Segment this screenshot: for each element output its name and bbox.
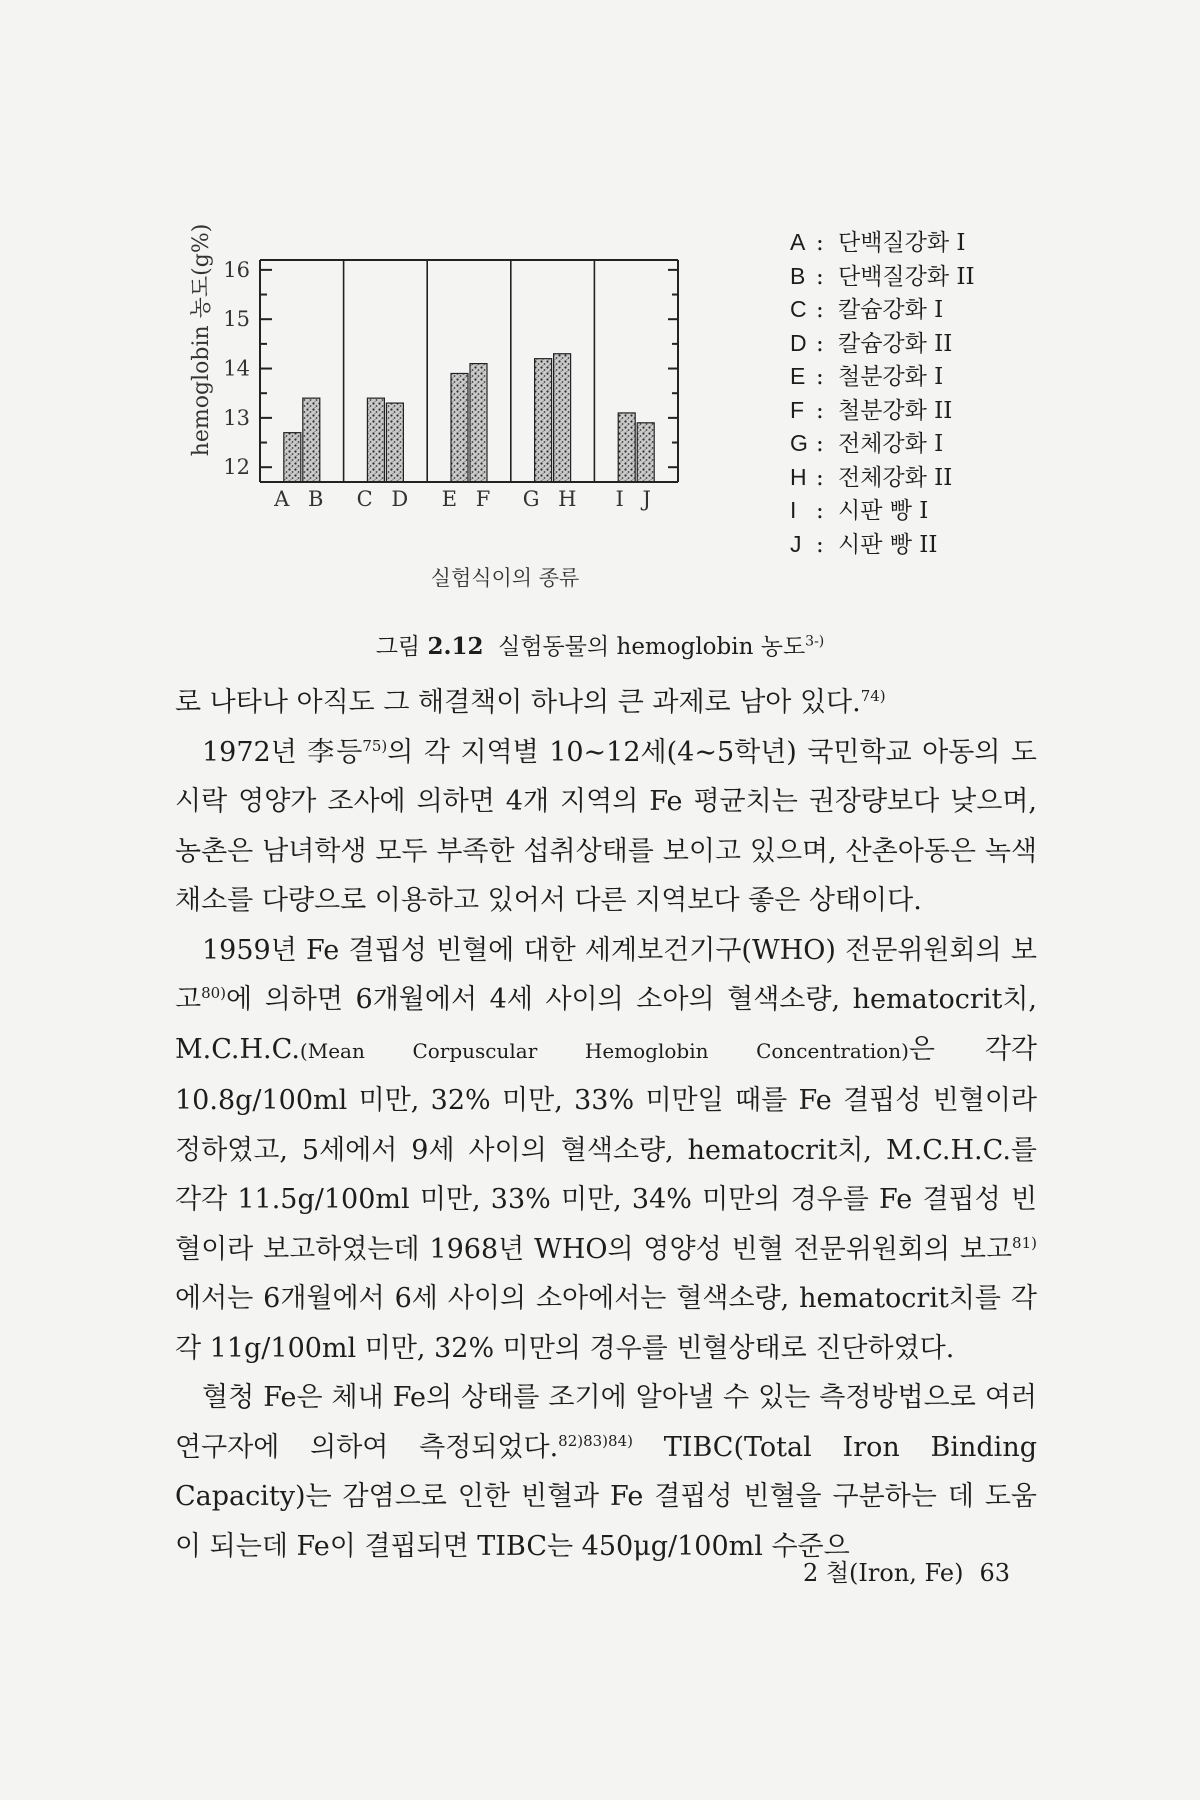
- paragraph-3-text-a: 1959년 Fe 결핍성 빈혈에 대한 세계보건기구(WHO) 전문위원회의 보고: [175, 934, 1037, 1015]
- paragraph-3-text-d: 에서는 6개월에서 6세 사이의 소아에서는 혈색소량, hematocrit치를 각각 11g/100ml 미만, 32% 미만의 경우를 빈혈상태로 진단하였다.: [175, 1283, 1037, 1364]
- citation-ref: 82)83)84): [558, 1431, 633, 1450]
- x-group-label: E F: [441, 487, 497, 511]
- y-tick-label: 15: [223, 307, 250, 332]
- paragraph-3: [175, 926, 1037, 1374]
- legend-key: C: [790, 296, 807, 322]
- x-group-label: A B: [274, 487, 330, 511]
- legend-item-e: E : 철분강화 I: [790, 360, 975, 394]
- caption-text: 실험동물의 hemoglobin 농도: [498, 634, 806, 660]
- legend-label: 전체강화 I: [838, 431, 944, 457]
- legend-key: H: [790, 463, 807, 490]
- citation-ref: 75): [362, 736, 388, 755]
- bar-d: [386, 403, 403, 482]
- legend-label: 시판 빵 II: [838, 531, 938, 558]
- legend-label: 시판 빵 I: [838, 498, 929, 524]
- paragraph-3-text-c: 은 각각 10.8g/100ml 미만, 32% 미만, 33% 미만일 때를 Fe 결핍성 빈혈이라 정하였고, 5세에서 9세 사이의 혈색소량, hematocrit치, M.C.H.C.를 각각 11.5g/100ml 미만, 33% 미만, 34% 미만의 경우를 Fe 결핍성 빈혈이라 보고하였는데 1968년 WHO의 영양성 빈혈 전문위원회의 보고: [175, 1033, 1037, 1265]
- figure-caption: [0, 628, 1200, 661]
- chart-legend: [790, 226, 975, 561]
- x-group-label: I J: [615, 487, 657, 511]
- legend-item-c: C : 칼슘강화 I: [790, 293, 975, 327]
- legend-key: B: [790, 262, 806, 289]
- page-number: 63: [979, 1559, 1010, 1587]
- legend-label: 칼슘강화 II: [838, 330, 953, 357]
- bar-b: [303, 398, 320, 482]
- paragraph-2-text-b: 의 각 지역별 10∼12세(4∼5학년) 국민학교 아동의 도시락 영양가 조사에 의하면 4개 지역의 Fe 평균치는 권장량보다 낮으며, 농촌은 남녀학생 모두 부족한 섭취상태를 보이고 있으며, 산촌아동은 녹색채소를 다량으로 이용하고 있어서 다른 지역보다 좋은 상태이다.: [175, 736, 1037, 916]
- citation-ref: 81): [1012, 1233, 1037, 1252]
- legend-item-f: F : 철분강화 II: [790, 394, 975, 428]
- paragraph-4-text-a: 혈청 Fe은 체내 Fe의 상태를 조기에 알아낼 수 있는 측정방법으로 여러 연구자에 의하여 측정되었다.: [175, 1382, 1037, 1463]
- y-tick-label: 16: [223, 257, 250, 282]
- page-footer: [803, 1553, 1010, 1588]
- legend-label: 전체강화 II: [838, 464, 953, 491]
- legend-label: 칼슘강화 I: [838, 297, 944, 323]
- bar-g: [535, 359, 552, 482]
- legend-key: A: [790, 229, 806, 255]
- legend-label: 철분강화 II: [838, 397, 953, 424]
- paragraph-4: [175, 1373, 1037, 1571]
- paragraph-2-text-a: 1972년 李등: [202, 736, 363, 768]
- legend-key: F: [790, 396, 805, 423]
- legend-item-j: J : 시판 빵 II: [790, 528, 975, 562]
- bar-j: [637, 423, 654, 482]
- paragraph-1-text: 로 나타나 아직도 그 해결책이 하나의 큰 과제로 남아 있다.: [175, 687, 861, 718]
- x-group-label: G H: [522, 487, 583, 511]
- legend-label: 단백질강화 II: [838, 263, 975, 290]
- legend-key: I: [790, 497, 797, 523]
- legend-key: D: [790, 329, 807, 356]
- bar-h: [554, 354, 571, 482]
- paragraph-3-term: (Mean Corpuscular Hemoglobin Concentration): [299, 1038, 909, 1063]
- y-tick-label: 12: [223, 455, 250, 480]
- y-tick-label: 14: [223, 356, 250, 381]
- paragraph-3-text-b: 에 의하면 6개월에서 4세 사이의 소아의 혈색소량, hematocrit치, M.C.H.C.: [175, 984, 1037, 1065]
- legend-item-g: G : 전체강화 I: [790, 427, 975, 461]
- bar-c: [367, 398, 384, 482]
- legend-item-i: I : 시판 빵 I: [790, 494, 975, 528]
- footer-section: 2 철(Iron, Fe): [802, 1559, 964, 1587]
- y-axis-label: hemoglobin 농도(g%): [189, 223, 214, 457]
- legend-item-b: B : 단백질강화 II: [790, 260, 975, 294]
- body-text: [175, 678, 1037, 1571]
- citation-ref: 80): [201, 984, 227, 1002]
- caption-reference: 3-): [805, 633, 825, 650]
- paragraph-1: [175, 678, 1037, 728]
- paragraph-2: [175, 728, 1037, 926]
- paragraph-4-text-b: TIBC(Total Iron Binding Capacity)는 감염으로 인한 빈혈과 Fe 결핍성 빈혈을 구분하는 데 도움이 되는데 Fe이 결핍되면 TIBC는 450μg/100ml 수준으: [175, 1431, 1037, 1562]
- caption-prefix: 그림: [375, 634, 421, 660]
- citation-ref: 74): [860, 687, 886, 705]
- y-tick-label: 13: [223, 405, 250, 430]
- bar-i: [618, 413, 635, 482]
- legend-key: E: [790, 363, 806, 389]
- x-axis-group-labels: [273, 487, 657, 511]
- legend-label: 철분강화 I: [838, 364, 944, 390]
- legend-key: G: [790, 430, 808, 456]
- bar-series: [284, 260, 654, 482]
- legend-item-h: H : 전체강화 II: [790, 461, 975, 495]
- x-axis-label: 실험식이의 종류: [430, 566, 580, 590]
- legend-item-d: D : 칼슘강화 II: [790, 327, 975, 361]
- caption-number: 2.12: [427, 633, 484, 660]
- x-group-label: C D: [356, 487, 415, 511]
- legend-label: 단백질강화 I: [838, 230, 966, 256]
- bar-e: [451, 373, 468, 482]
- legend-key: J: [790, 530, 802, 557]
- bar-f: [470, 364, 487, 482]
- bar-a: [284, 433, 301, 482]
- legend-item-a: A : 단백질강화 I: [790, 226, 975, 260]
